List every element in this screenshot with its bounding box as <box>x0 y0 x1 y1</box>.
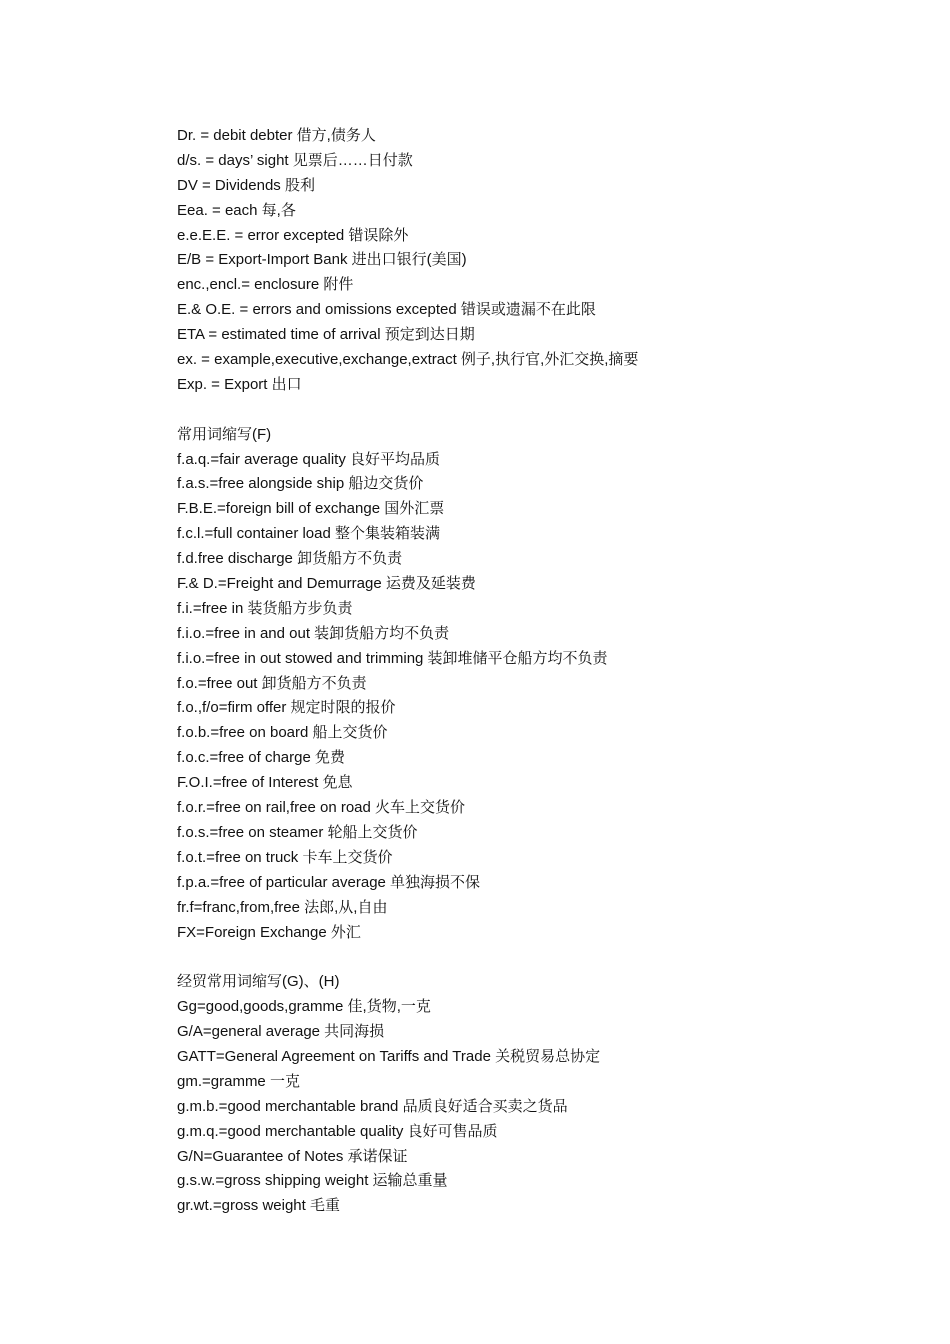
list-item: f.c.l.=full container load 整个集装箱装满 <box>177 525 441 543</box>
document-body <box>177 124 897 1219</box>
abbreviation-list-f <box>177 448 897 946</box>
paragraph-spacer <box>177 398 897 423</box>
list-item: E.& O.E. = errors and omissions excepted 错误或遗漏不在此限 <box>177 301 596 319</box>
list-item: G/N=Guarantee of Notes 承诺保证 <box>177 1147 408 1165</box>
list-item: E/B = Export-Import Bank 进出口银行(美国) <box>177 251 467 269</box>
list-item: F.O.I.=free of Interest 免息 <box>177 774 353 792</box>
list-item: f.o.s.=free on steamer 轮船上交货价 <box>177 823 418 841</box>
list-item: f.o.b.=free on board 船上交货价 <box>177 724 388 742</box>
list-item: fr.f=franc,from,free 法郎,从,自由 <box>177 898 388 916</box>
abbreviation-list-d-e <box>177 124 897 398</box>
list-item: f.a.s.=free alongside ship 船边交货价 <box>177 475 424 493</box>
list-item: F.B.E.=foreign bill of exchange 国外汇票 <box>177 500 445 518</box>
list-item: e.e.E.E. = error excepted 错误除外 <box>177 226 409 244</box>
list-item: f.o.c.=free of charge 免费 <box>177 749 345 767</box>
list-item: f.i.=free in 装货船方步负责 <box>177 599 353 617</box>
abbreviation-list-g-h <box>177 995 897 1219</box>
list-item: f.d.free discharge 卸货船方不负责 <box>177 550 403 568</box>
list-item: ETA = estimated time of arrival 预定到达日期 <box>177 326 475 344</box>
paragraph-spacer <box>177 945 897 970</box>
section-heading-f: 常用词缩写(F) <box>177 425 272 443</box>
list-item: f.i.o.=free in out stowed and trimming 装卸堆储平仓船方均不负责 <box>177 649 608 667</box>
list-item: g.s.w.=gross shipping weight 运输总重量 <box>177 1172 448 1190</box>
list-item: GATT=General Agreement on Tariffs and Trade 关税贸易总协定 <box>177 1047 601 1065</box>
list-item: f.i.o.=free in and out 装卸货船方均不负责 <box>177 624 450 642</box>
list-item: enc.,encl.= enclosure 附件 <box>177 276 354 294</box>
list-item: f.o.r.=free on rail,free on road 火车上交货价 <box>177 799 466 817</box>
list-item: gm.=gramme 一克 <box>177 1072 300 1090</box>
list-item: f.o.,f/o=firm offer 规定时限的报价 <box>177 699 396 717</box>
section-heading-g-h: 经贸常用词缩写(G)、(H) <box>177 973 340 991</box>
list-item: DV = Dividends 股利 <box>177 176 315 194</box>
list-item: g.m.b.=good merchantable brand 品质良好适合买卖之货品 <box>177 1097 568 1115</box>
list-item: Gg=good,goods,gramme 佳,货物,一克 <box>177 998 431 1016</box>
list-item: f.a.q.=fair average quality 良好平均品质 <box>177 450 441 468</box>
list-item: d/s. = days’ sight 见票后……日付款 <box>177 151 413 169</box>
list-item: f.p.a.=free of particular average 单独海损不保 <box>177 873 481 891</box>
list-item: f.o.t.=free on truck 卡车上交货价 <box>177 848 393 866</box>
list-item: Exp. = Export 出口 <box>177 375 302 393</box>
list-item: gr.wt.=gross weight 毛重 <box>177 1197 340 1215</box>
list-item: f.o.=free out 卸货船方不负责 <box>177 674 367 692</box>
list-item: FX=Foreign Exchange 外汇 <box>177 923 361 941</box>
list-item: G/A=general average 共同海损 <box>177 1023 385 1041</box>
list-item: ex. = example,executive,exchange,extract 例子,执行官,外汇交换,摘要 <box>177 351 639 369</box>
list-item: g.m.q.=good merchantable quality 良好可售品质 <box>177 1122 498 1140</box>
list-item: Dr. = debit debter 借方,债务人 <box>177 127 376 144</box>
list-item: Eea. = each 每,各 <box>177 201 296 219</box>
list-item: F.& D.=Freight and Demurrage 运费及延装费 <box>177 575 476 593</box>
